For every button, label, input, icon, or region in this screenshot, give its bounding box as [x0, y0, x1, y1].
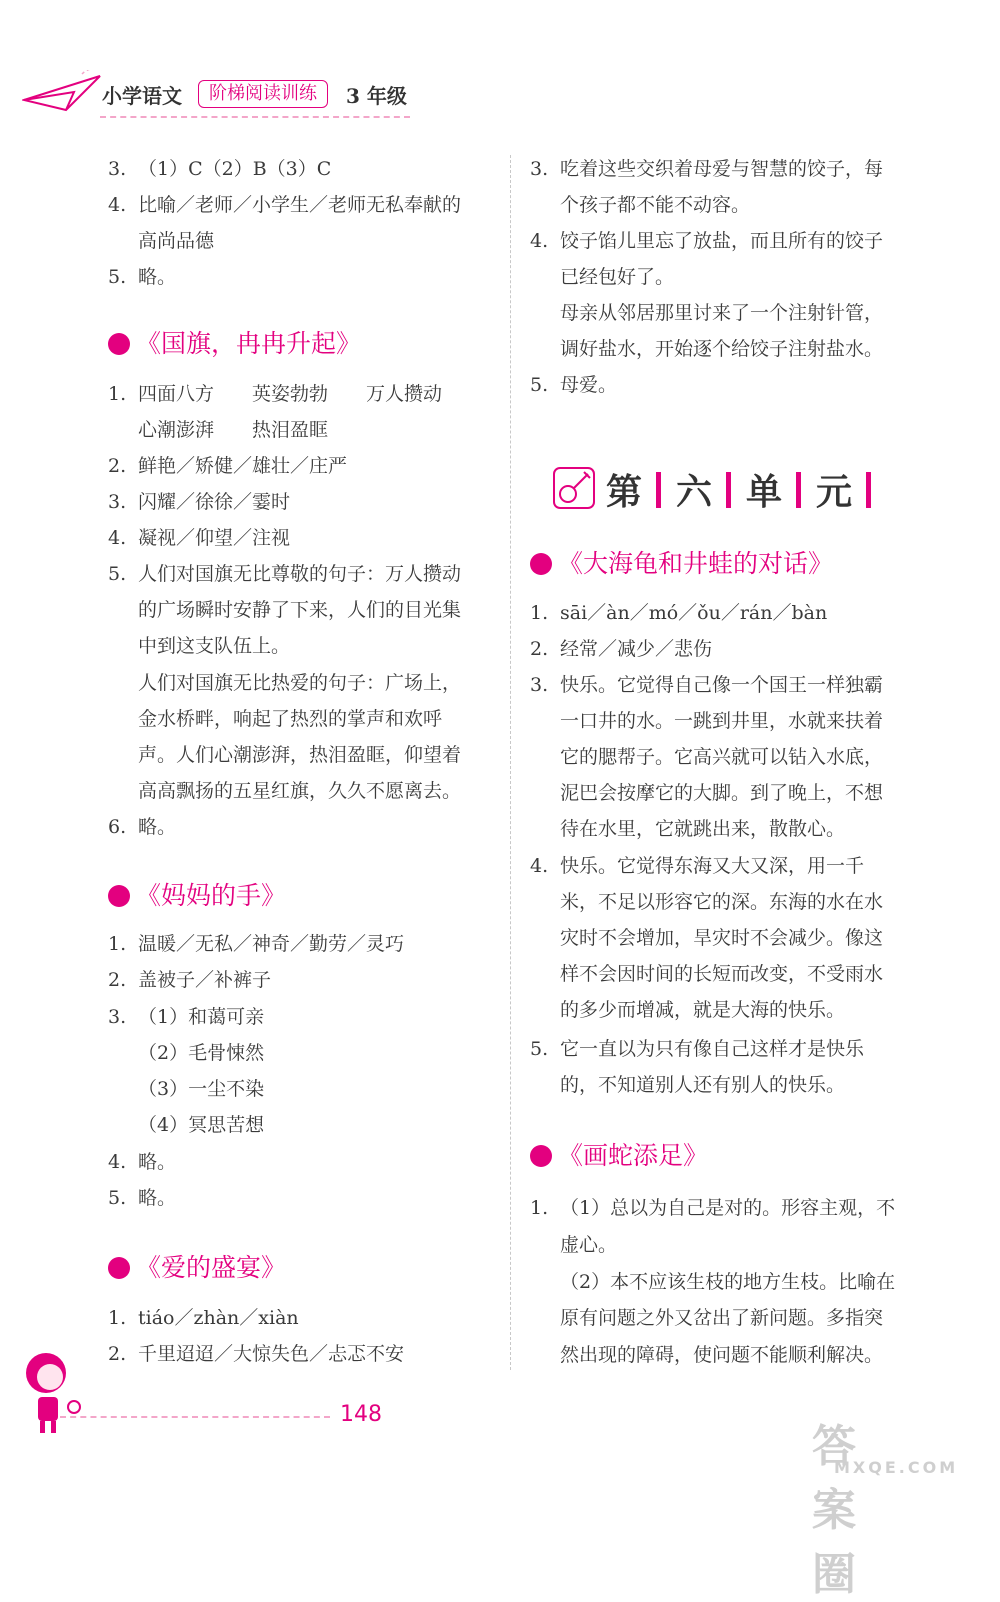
section-title: 《大海龟和井蛙的对话》	[530, 548, 833, 580]
answer-line: 母亲从邻居那里讨来了一个注射针管，	[560, 302, 884, 324]
answer-line: 5. 人们对国旗无比尊敬的句子：万人攒动	[108, 563, 462, 585]
answer-line: 3. （1）和蔼可亲	[108, 1006, 265, 1028]
answer-line: 1. sāi／àn／mó／ǒu／rán／bàn	[530, 602, 828, 624]
unit-divider	[796, 472, 801, 508]
book-title: 小学语文	[102, 84, 182, 108]
answer-line: （3）一尘不染	[138, 1078, 265, 1100]
unit-divider	[726, 472, 731, 508]
answer-line: （2）本不应该生枝的地方生枝。比喻在	[560, 1271, 896, 1293]
answer-line: 个孩子都不能不动容。	[560, 194, 751, 216]
answer-line: 3. （1）C（2）B（3）C	[108, 158, 332, 180]
page-number: 148	[340, 1402, 382, 1427]
answer-line: 4. 快乐。它觉得东海又大又深，用一千	[530, 855, 865, 877]
answer-line: 样不会因时间的长短而改变，不受雨水	[560, 963, 884, 985]
answer-line: 原有问题之外又岔出了新问题。多指突	[560, 1307, 884, 1329]
unit-title-char: 元	[816, 471, 853, 513]
answer-line: 虚心。	[560, 1234, 618, 1256]
guitar-icon	[552, 466, 596, 510]
answer-line: 待在水里，它就跳出来，散散心。	[560, 818, 846, 840]
answer-line: 调好盐水，开始逐个给饺子注射盐水。	[560, 338, 884, 360]
bullet-dot-icon	[108, 885, 130, 907]
answer-line: 2. 盖被子／补裤子	[108, 969, 272, 991]
answer-line: 3. 吃着这些交织着母爱与智慧的饺子，每	[530, 158, 884, 180]
answer-line: 声。人们心潮澎湃，热泪盈眶，仰望着	[138, 744, 462, 766]
answer-line: 2. 鲜艳／矫健／雄壮／庄严	[108, 455, 348, 477]
answer-line: 中到这支队伍上。	[138, 635, 291, 657]
answer-line: 的多少而增减，就是大海的快乐。	[560, 999, 846, 1021]
watermark-url: MXQE.COM	[834, 1458, 959, 1477]
answer-line: （2）毛骨悚然	[138, 1042, 265, 1064]
book-series-badge: 阶梯阅读训练	[198, 80, 328, 108]
section-title: 《爱的盛宴》	[108, 1252, 286, 1284]
answer-line: 4. 凝视／仰望／注视	[108, 527, 291, 549]
answer-line: 4. 比喻／老师／小学生／老师无私奉献的	[108, 194, 462, 216]
answer-line: 的，不知道别人还有别人的快乐。	[560, 1074, 846, 1096]
grade-label: 3 年级	[346, 84, 407, 108]
section-title: 《画蛇添足》	[530, 1140, 708, 1172]
watermark-text: 答案圈	[812, 1421, 858, 1600]
unit-title-char: 第	[606, 471, 643, 513]
answer-line: 的广场瞬时安静了下来，人们的目光集	[138, 599, 462, 621]
answer-line: 一口井的水。一跳到井里，水就来扶着	[560, 710, 884, 732]
answer-line: 4. 略。	[108, 1151, 177, 1173]
answer-line: 灾时不会增加，旱灾时不会减少。像这	[560, 927, 884, 949]
unit-divider	[656, 472, 661, 508]
answer-line: 它的腮帮子。它高兴就可以钻入水底，	[560, 746, 884, 768]
column-divider	[510, 155, 511, 1370]
bullet-dot-icon	[108, 1257, 130, 1279]
bullet-dot-icon	[108, 333, 130, 355]
answer-line: 已经包好了。	[560, 266, 675, 288]
section-title: 《国旗，冉冉升起》	[108, 328, 361, 360]
answer-line: 1. 温暖／无私／神奇／勤劳／灵巧	[108, 933, 405, 955]
section-title: 《妈妈的手》	[108, 880, 286, 912]
answer-line: 1. 四面八方 英姿勃勃 万人攒动	[108, 383, 443, 405]
unit-title-char: 六	[676, 471, 713, 513]
answer-line: 6. 略。	[108, 816, 177, 838]
answer-line: 1. （1）总以为自己是对的。形容主观，不	[530, 1197, 896, 1219]
answer-line: 5. 母爱。	[530, 374, 618, 396]
answer-line: 3. 闪耀／徐徐／霎时	[108, 491, 291, 513]
answer-line: 5. 它一直以为只有像自己这样才是快乐	[530, 1038, 865, 1060]
girl-mascot-icon	[20, 1345, 90, 1435]
page-header	[0, 0, 1000, 140]
answer-line: （4）冥思苦想	[138, 1114, 265, 1136]
answer-line: 高尚品德	[138, 230, 215, 252]
unit-title-char: 单	[746, 471, 783, 513]
answer-line: 1. tiáo／zhàn／xiàn	[108, 1307, 299, 1329]
answer-line: 米，不足以形容它的深。东海的水在水	[560, 891, 884, 913]
answer-line: 4. 饺子馅儿里忘了放盐，而且所有的饺子	[530, 230, 884, 252]
answer-line: 然出现的障碍，使问题不能顺利解决。	[560, 1344, 884, 1366]
bullet-dot-icon	[530, 553, 552, 575]
answer-line: 5. 略。	[108, 1187, 177, 1209]
answer-line: 3. 快乐。它觉得自己像一个国王一样独霸	[530, 674, 884, 696]
bullet-dot-icon	[530, 1145, 552, 1167]
paper-plane-icon	[22, 70, 104, 116]
answer-line: 金水桥畔，响起了热烈的掌声和欢呼	[138, 708, 443, 730]
unit-divider	[866, 472, 871, 508]
answer-line: 泥巴会按摩它的大脚。到了晚上，不想	[560, 782, 884, 804]
answer-line: 高高飘扬的五星红旗，久久不愿离去。	[138, 780, 462, 802]
header-divider	[100, 116, 410, 118]
answer-line: 2. 千里迢迢／大惊失色／忐忑不安	[108, 1343, 405, 1365]
answer-line: 5. 略。	[108, 266, 177, 288]
footer-divider	[60, 1416, 330, 1418]
answer-line: 人们对国旗无比热爱的句子：广场上，	[138, 672, 462, 694]
answer-line: 心潮澎湃 热泪盈眶	[138, 419, 329, 441]
answer-line: 2. 经常／减少／悲伤	[530, 638, 713, 660]
